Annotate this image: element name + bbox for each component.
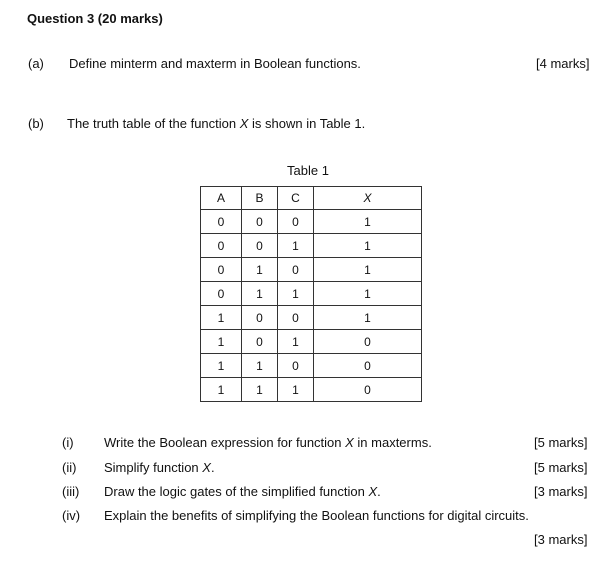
cell-a: 1 [201, 378, 242, 402]
cell-a: 0 [201, 210, 242, 234]
sub-question-text-after: . [377, 484, 381, 499]
header-b: B [242, 187, 278, 210]
cell-x: 0 [314, 354, 422, 378]
sub-question-num: (i) [62, 435, 74, 450]
header-x: X [314, 187, 422, 210]
table-row [201, 306, 422, 330]
table-row [201, 378, 422, 402]
cell-c: 0 [278, 354, 314, 378]
cell-b: 1 [242, 282, 278, 306]
sub-question-num: (iii) [62, 484, 80, 499]
truth-table-header-row [201, 187, 422, 210]
sub-question-marks: [5 marks] [534, 460, 588, 475]
cell-x: 0 [314, 330, 422, 354]
sub-question-text [104, 484, 381, 499]
cell-a: 0 [201, 258, 242, 282]
sub-question-text-after: . [210, 460, 215, 475]
part-a-marks: [4 marks] [536, 56, 590, 71]
sub-question-text-before: Draw the logic gates of the simplified function [104, 484, 369, 499]
sub-question-num: (ii) [62, 460, 77, 475]
cell-a: 1 [201, 330, 242, 354]
table-row [201, 282, 422, 306]
sub-question-num: (iv) [62, 508, 81, 523]
part-a-text: Define minterm and maxterm in Boolean functions. [69, 56, 361, 71]
cell-x: 1 [314, 210, 422, 234]
part-a-label: (a) [28, 56, 44, 71]
cell-b: 0 [242, 210, 278, 234]
cell-c: 1 [278, 330, 314, 354]
cell-x: 0 [314, 378, 422, 402]
cell-b: 0 [242, 306, 278, 330]
part-b-text-after: is shown in Table 1. [248, 116, 366, 131]
table-row [201, 210, 422, 234]
part-b-text-before: The truth table of the function [67, 116, 240, 131]
cell-b: 1 [242, 378, 278, 402]
table-row [201, 330, 422, 354]
cell-c: 1 [278, 282, 314, 306]
sub-question-text-before: Simplify function [104, 460, 203, 475]
sub-question-marks: [5 marks] [534, 435, 588, 450]
sub-question-text-before: Explain the benefits of simplifying the Boolean functions for digital circuits. [104, 508, 529, 523]
sub-question-var: X [202, 460, 211, 475]
question-title: Question 3 (20 marks) [27, 11, 163, 26]
cell-b: 0 [242, 234, 278, 258]
cell-c: 1 [278, 234, 314, 258]
table-caption: Table 1 [287, 163, 329, 178]
sub-question-text [104, 435, 432, 450]
table-row [201, 354, 422, 378]
cell-b: 1 [242, 258, 278, 282]
header-c: C [278, 187, 314, 210]
header-a: A [201, 187, 242, 210]
sub-question-text-before: Write the Boolean expression for function [104, 435, 346, 450]
sub-question-text-after: in maxterms. [353, 435, 432, 450]
cell-x: 1 [314, 282, 422, 306]
truth-table [200, 186, 422, 402]
cell-c: 1 [278, 378, 314, 402]
cell-c: 0 [278, 306, 314, 330]
cell-a: 0 [201, 234, 242, 258]
cell-b: 1 [242, 354, 278, 378]
cell-a: 0 [201, 282, 242, 306]
cell-c: 0 [278, 258, 314, 282]
sub-question-var: X [368, 484, 378, 499]
sub-question-var: X [345, 435, 354, 450]
cell-x: 1 [314, 306, 422, 330]
table-row [201, 234, 422, 258]
part-b-label: (b) [28, 116, 44, 131]
cell-b: 0 [242, 330, 278, 354]
table-row [201, 258, 422, 282]
cell-x: 1 [314, 234, 422, 258]
cell-x: 1 [314, 258, 422, 282]
cell-c: 0 [278, 210, 314, 234]
sub-question-marks: [3 marks] [534, 484, 588, 499]
cell-a: 1 [201, 306, 242, 330]
sub-question-marks: [3 marks] [534, 532, 588, 547]
part-b-text [67, 116, 365, 131]
sub-question-text [104, 508, 529, 523]
cell-a: 1 [201, 354, 242, 378]
sub-question-text [104, 460, 215, 475]
part-b-var: X [239, 116, 249, 131]
